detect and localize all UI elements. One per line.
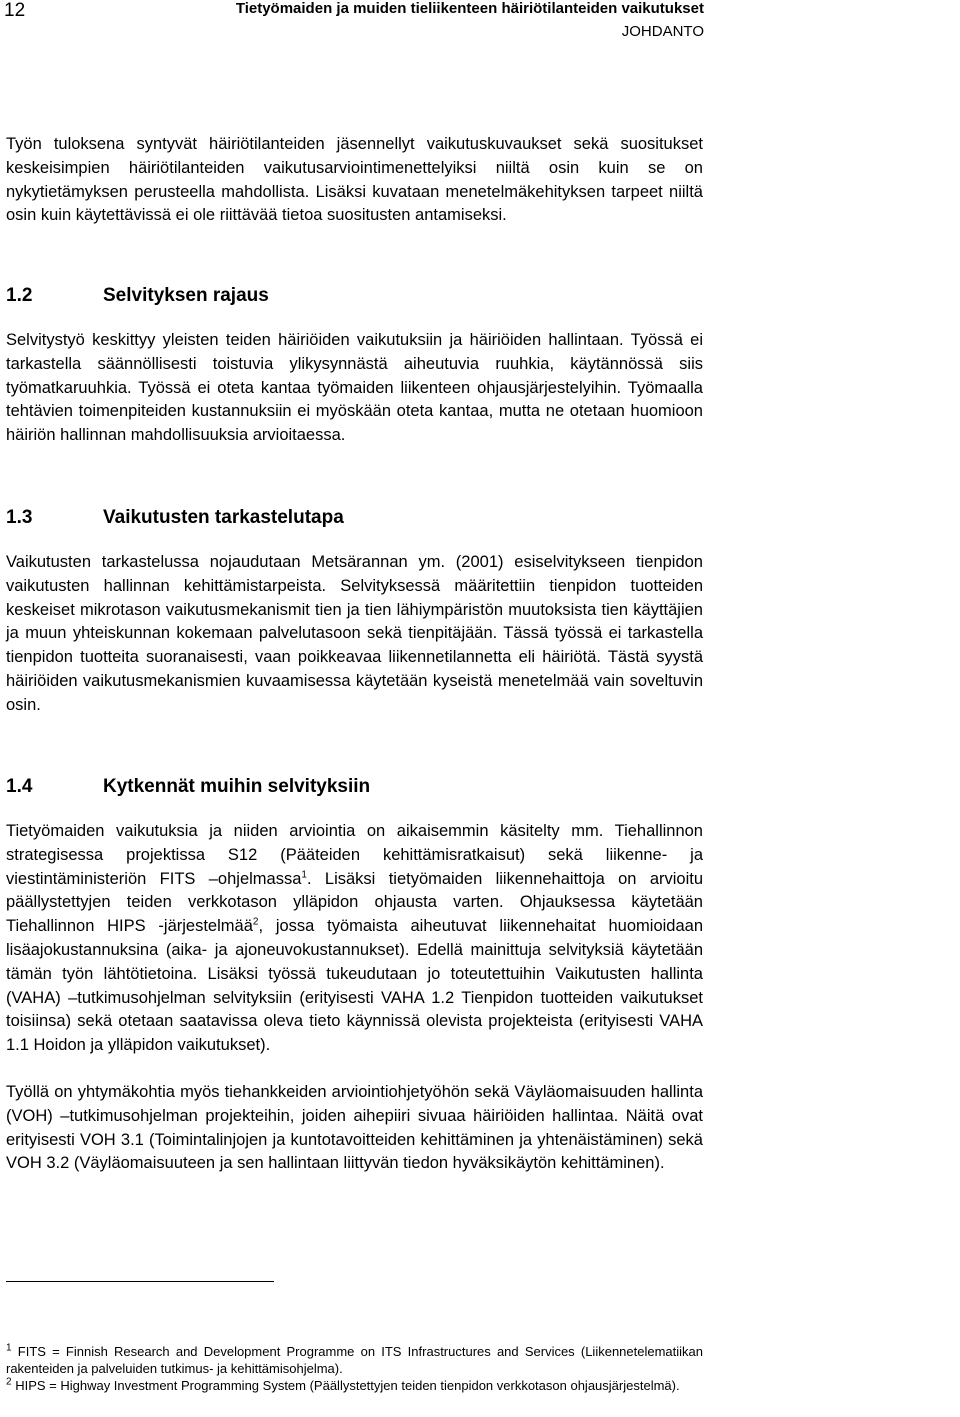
footnote-text: FITS = Finnish Research and Development Programme on ITS Infrastructures and Services (Liikennetelematiikan rakenteiden ja palveluiden tutkimus- ja kehittämisohjelma). [6, 1344, 703, 1376]
chapter-label: JOHDANTO [621, 23, 704, 40]
section-number: 1.3 [6, 507, 33, 528]
footnote-mark: 1 [6, 1342, 12, 1354]
intro-section [6, 133, 703, 228]
body-paragraph: Vaikutusten tarkastelussa nojaudutaan Metsärannan ym. (2001) esiselvitykseen tienpidon vaikutusten hallinnan kehittämistarpeista. Selvityksessä määritettiin tienpidon tuotteiden keskeiset mikrotason vaikutusmekanismit tien ja tien lähiympäristön muutoksista tien käyttäjien ja muun yhteiskunnan kokemaan palvelutasoon sekä tienpitäjään. Tässä työssä ei tarkastella tienpidon tuotteita suoranaisesti, vaan poikkeavaa liikennetilannetta eli häiriötä. Tästä syystä häiriöiden vaikutusmekanismien kuvaamisessa käytetään kyseistä menetelmää vain soveltuvin osin. [6, 553, 703, 714]
footnote-ref: 2 [252, 916, 259, 928]
footnote [6, 1377, 703, 1394]
section-title: Vaikutusten tarkastelutapa [103, 507, 344, 528]
section-number: 1.2 [6, 285, 33, 306]
section-1-2-body [6, 329, 703, 448]
section-1-4-body [6, 820, 703, 1176]
paragraph-text: , jossa työmaista aiheutuvat liikennehaitat huomioidaan lisäajokustannuksina (aika- ja ajoneuvokustannukset). Edellä mainittuja selvityksiä käytetään tämän työn lähtötietoina. Lisäksi työssä tukeudutaan jo toteutettuihin Vaikutusten hallinta (VAHA) –tutkimusohjelman selvityksiin (erityisesti VAHA 1.2 Tienpidon tuotteiden vaikutukset toisiinsa) sekä otetaan saatavissa oleva tieto käynnissä olevista projekteista (erityisesti VAHA 1.1 Hoidon ja ylläpidon vaikutukset). [6, 917, 703, 1055]
footnote [6, 1343, 703, 1377]
footnote-text: HIPS = Highway Investment Programming System (Päällystettyjen teiden tienpidon verkkotason ohjausjärjestelmä). [15, 1378, 680, 1393]
section-title: Selvityksen rajaus [103, 285, 269, 306]
running-title: Tietyömaiden ja muiden tieliikenteen häiriötilanteiden vaikutukset [235, 0, 704, 17]
intro-paragraph: Työn tuloksena syntyvät häiriötilanteiden jäsennellyt vaikutuskuvaukset sekä suositukset keskeisimpien häiriötilanteiden vaikutusarviointimenettelyiksi niiltä osin kuin se on nykytietämyksen perusteella mahdollista. Lisäksi kuvataan menetelmäkehityksen tarpeet niiltä osin kuin käytettävissä ei ole riittävää tietoa suositusten antamiseksi. [6, 135, 703, 225]
paragraph-text: Tietyömaiden vaikutuksia ja niiden arviointia on aikaisemmin käsitelty mm. Tiehallinnon strategisessa projektissa S12 (Pääteiden kehittämisratkaisut) sekä liikenne- ja viestintäministeriön FITS –ohjelmassa [6, 822, 703, 888]
footnote-ref: 1 [301, 869, 307, 881]
section-heading-1-2 [6, 285, 706, 307]
section-heading-1-3 [6, 507, 706, 529]
paragraph-text: . Lisäksi tietyömaiden liikennehaittoja on arvioitu päällystettyjen teiden verkkotason ylläpidon ohjausta varten. Ohjauksessa käytetään Tiehallinnon HIPS -järjestelmää [6, 869, 704, 936]
body-paragraph [6, 820, 703, 1058]
page-header [0, 0, 960, 60]
body-paragraph: Selvitystyö keskittyy yleisten teiden häiriöiden vaikutuksiin ja häiriöiden hallintaan. Työssä ei tarkastella säännöllisesti toistuvia ylikysynnästä aiheutuvia ruuhkia, käytännössä siis työmatkaruuhkia. Työssä ei oteta kantaa työmaiden liikenteen ohjausjärjestelyihin. Työmaalla tehtävien toimenpiteiden kustannuksiin ei myöskään oteta kantaa, mutta ne otetaan huomioon häiriön hallinnan mahdollisuuksia arvioitaessa. [6, 331, 703, 445]
section-title: Kytkennät muihin selvityksiin [103, 776, 371, 797]
section-number: 1.4 [6, 776, 33, 797]
footnote-divider [6, 1281, 274, 1282]
body-paragraph: Työllä on yhtymäkohtia myös tiehankkeiden arviointiohjetyöhön sekä Väyläomaisuuden hallinta (VOH) –tutkimusohjelman projekteihin, joiden aihepiiri sivuaa häiriöiden hallintaa. Näitä ovat erityisesti VOH 3.1 (Toimintalinjojen ja kuntotavoitteiden kehittäminen ja yhtenäistäminen) sekä VOH 3.2 (Väyläomaisuuteen ja sen hallintaan liittyvän tiedon hyväksikäytön kehittäminen). [6, 1082, 703, 1173]
footnotes [6, 1343, 703, 1394]
footnote-mark: 2 [6, 1376, 12, 1388]
section-heading-1-4 [6, 776, 706, 798]
section-1-3-body [6, 551, 703, 718]
page-number: 12 [4, 0, 26, 21]
